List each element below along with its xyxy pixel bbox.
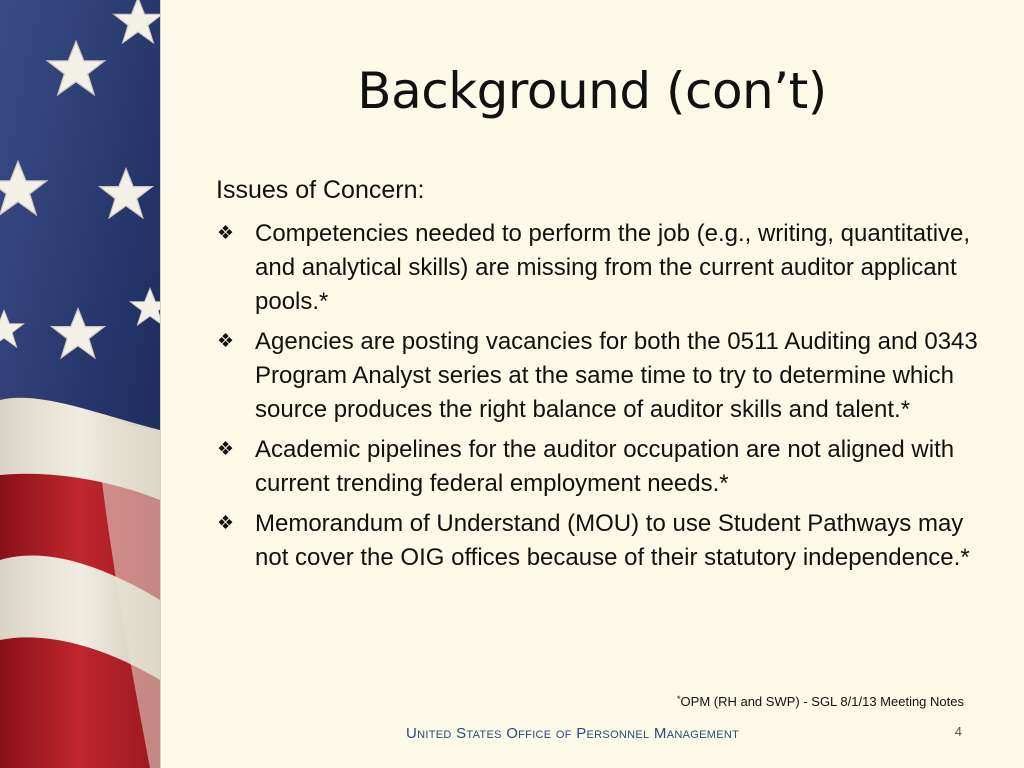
list-item [216,507,996,575]
page-number: 4 [954,724,962,739]
footnote-text: OPM (RH and SWP) - SGL 8/1/13 Meeting Notes [680,694,964,709]
four-diamond-bullet-icon: ❖ [217,439,235,460]
american-flag-image [0,0,161,768]
four-diamond-bullet-icon: ❖ [217,513,235,534]
footer-organization: United States Office of Personnel Management [406,725,740,742]
concern-list [216,217,996,575]
footnote-marker: * [677,694,681,704]
bullet-text: Academic pipelines for the auditor occupation are not aligned with current trending federal employment needs.* [255,436,955,497]
flag-graphic [0,0,160,768]
footnote [677,694,964,709]
list-item [216,325,996,427]
bullet-text: Agencies are posting vacancies for both the 0511 Auditing and 0343 Program Analyst series at the same time to try to determine which source produces the right balance of auditor skills and talent.* [255,328,978,423]
four-diamond-bullet-icon: ❖ [217,331,235,352]
bullet-text: Memorandum of Understand (MOU) to use Student Pathways may not cover the OIG offices because of their statutory independence.* [255,510,970,571]
slide-body [216,174,996,581]
list-item [216,433,996,501]
list-item [216,217,996,319]
bullet-text: Competencies needed to perform the job (e.g., writing, quantitative, and analytical skills) are missing from the current auditor applicant pools.* [255,220,971,315]
four-diamond-bullet-icon: ❖ [217,223,235,244]
intro-heading: Issues of Concern: [216,176,425,204]
slide-title: Background (con’t) [357,62,827,120]
